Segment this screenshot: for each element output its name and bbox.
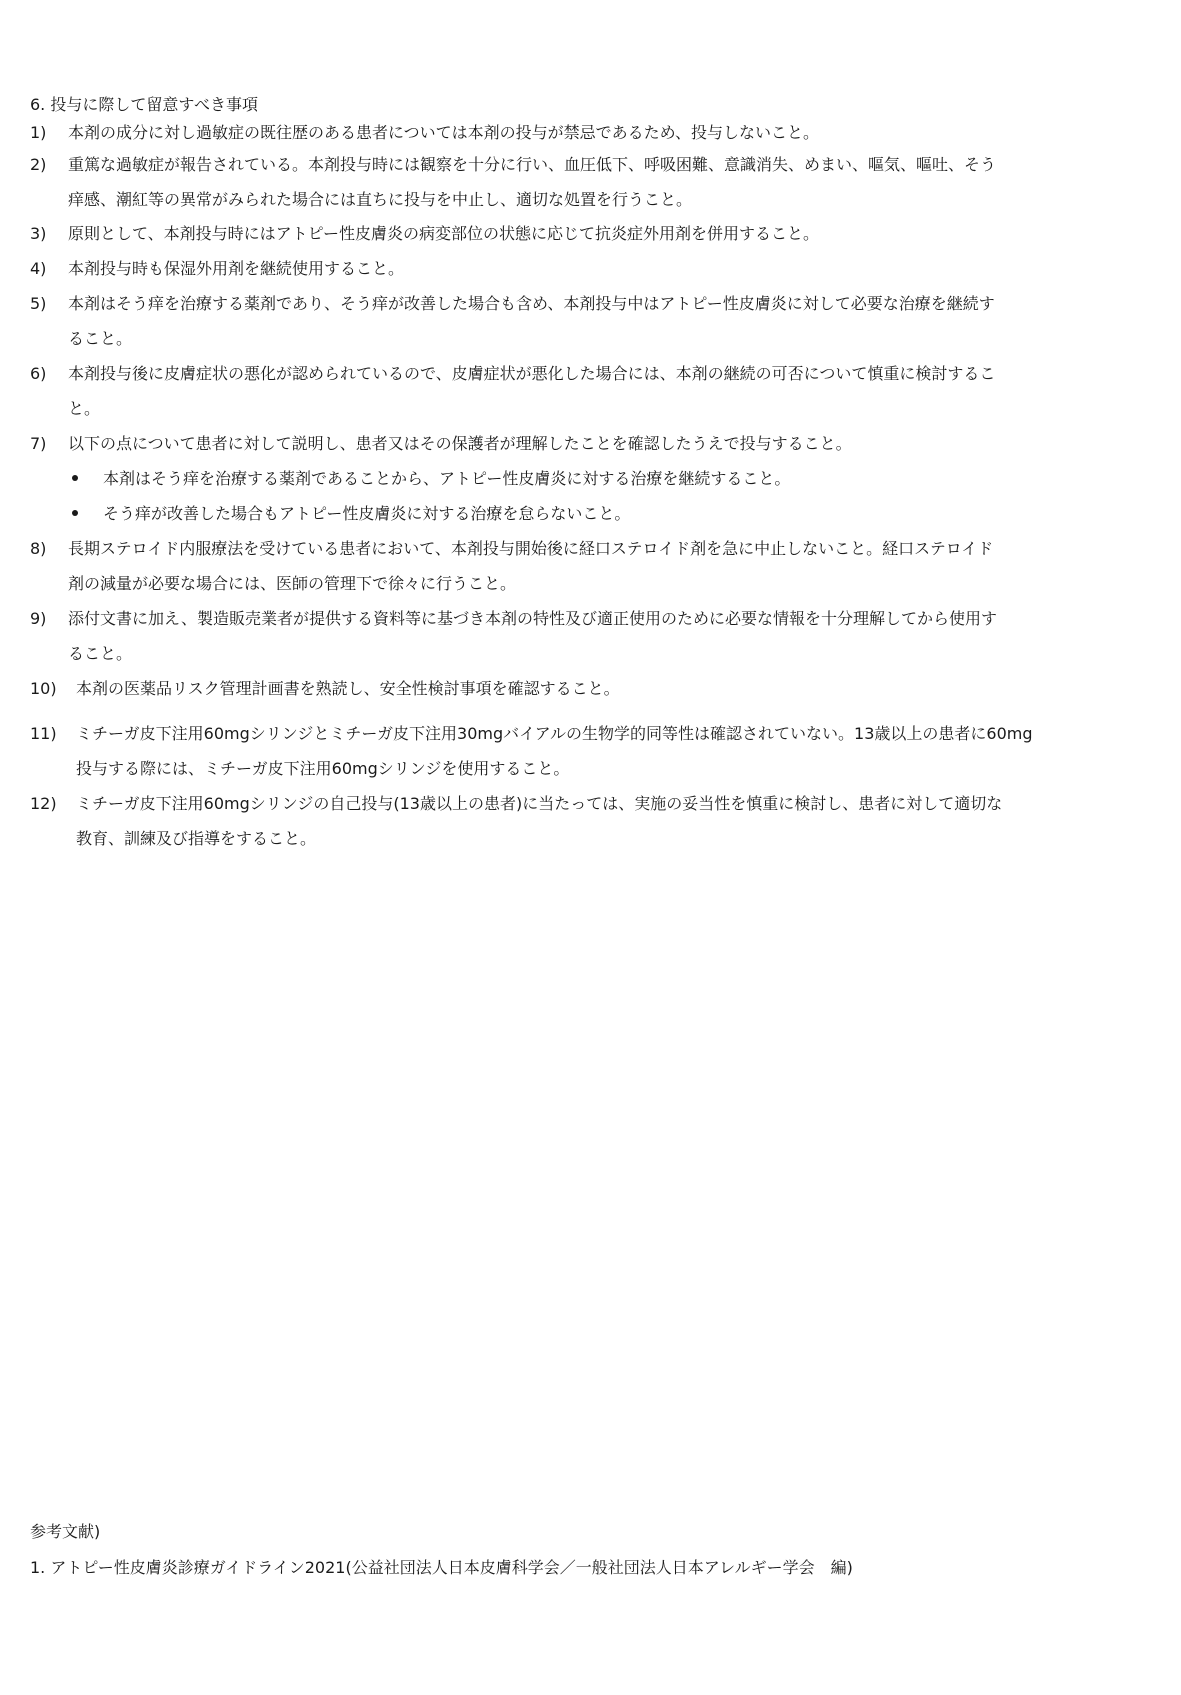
item-line: 本剤の医薬品リスク管理計画書を熟読し、安全性検討事項を確認すること。 <box>76 679 620 698</box>
bullet-item <box>72 461 790 496</box>
item-line: ミチーガ皮下注用60mgシリンジとミチーガ皮下注用30mgバイアルの生物学的同等性は確認されていない。13歳以上の患者に60mg <box>76 724 1033 743</box>
bullet-icon <box>72 475 78 481</box>
bullet-icon <box>72 510 78 516</box>
item-line: 原則として、本剤投与時にはアトピー性皮膚炎の病変部位の状態に応じて抗炎症外用剤を併用すること。 <box>68 224 820 243</box>
item-number: 8) <box>30 539 47 558</box>
item-number: 12) <box>30 794 57 813</box>
item-line: ること。 <box>68 644 133 663</box>
item-text <box>76 716 1178 786</box>
item-number: 9) <box>30 609 47 628</box>
item-text <box>68 216 1178 251</box>
item-number: 11) <box>30 724 57 743</box>
item-line: 投与する際には、ミチーガ皮下注用60mgシリンジを使用すること。 <box>76 759 570 778</box>
item-line: 重篤な過敏症が報告されている。本剤投与時には観察を十分に行い、血圧低下、呼吸困難、意識消失、めまい、嘔気、嘔吐、そう <box>68 155 997 174</box>
item-line: 本剤投与後に皮膚症状の悪化が認められているので、皮膚症状が悪化した場合には、本剤の継続の可否について慎重に検討するこ <box>68 364 996 383</box>
item-text <box>68 356 1178 426</box>
bullet-text: そう痒が改善した場合もアトピー性皮膚炎に対する治療を怠らないこと。 <box>103 504 631 523</box>
reference-item: 1. アトピー性皮膚炎診療ガイドライン2021(公益社団法人日本皮膚科学会／一般社団法人日本アレルギー学会 編) <box>30 1558 853 1577</box>
item-line: 剤の減量が必要な場合には、医師の管理下で徐々に行うこと。 <box>68 574 517 593</box>
references-title: 参考文献) <box>30 1522 101 1541</box>
item-number: 7) <box>30 434 47 453</box>
item-number: 4) <box>30 259 47 278</box>
section-title: 6. 投与に際して留意すべき事項 <box>30 95 259 114</box>
item-text <box>76 786 1178 856</box>
item-text <box>68 251 1178 286</box>
item-number: 6) <box>30 364 47 383</box>
item-text <box>68 601 1178 671</box>
item-line: と。 <box>68 399 101 418</box>
item-line: 添付文書に加え、製造販売業者が提供する資料等に基づき本剤の特性及び適正使用のために必要な情報を十分理解してから使用す <box>68 609 997 628</box>
item-line: 長期ステロイド内服療法を受けている患者において、本剤投与開始後に経口ステロイド剤を急に中止しないこと。経口ステロイド <box>68 539 994 558</box>
item-number: 10) <box>30 679 57 698</box>
item-number: 1) <box>30 123 47 142</box>
item-number: 3) <box>30 224 47 243</box>
item-text <box>76 671 1178 706</box>
item-text <box>68 147 1178 217</box>
item-text <box>68 531 1178 601</box>
item-line: 本剤投与時も保湿外用剤を継続使用すること。 <box>68 259 405 278</box>
item-line: 痒感、潮紅等の異常がみられた場合には直ちに投与を中止し、適切な処置を行うこと。 <box>68 190 693 209</box>
item-line: 本剤はそう痒を治療する薬剤であり、そう痒が改善した場合も含め、本剤投与中はアトピー性皮膚炎に対して必要な治療を継続す <box>68 294 995 313</box>
item-line: ること。 <box>68 329 133 348</box>
bullet-text: 本剤はそう痒を治療する薬剤であることから、アトピー性皮膚炎に対する治療を継続すること。 <box>103 469 791 488</box>
item-text <box>68 286 1178 356</box>
item-line: 教育、訓練及び指導をすること。 <box>76 829 317 848</box>
item-line: 本剤の成分に対し過敏症の既往歴のある患者については本剤の投与が禁忌であるため、投与しないこと。 <box>68 123 820 142</box>
bullet-item <box>72 496 630 531</box>
item-text <box>68 426 1178 461</box>
item-line: 以下の点について患者に対して説明し、患者又はその保護者が理解したことを確認したうえで投与すること。 <box>68 434 852 453</box>
item-number: 2) <box>30 155 47 174</box>
item-line: ミチーガ皮下注用60mgシリンジの自己投与(13歳以上の患者)に当たっては、実施の妥当性を慎重に検討し、患者に対して適切な <box>76 794 1003 813</box>
item-number: 5) <box>30 294 47 313</box>
item-text <box>68 115 1178 150</box>
